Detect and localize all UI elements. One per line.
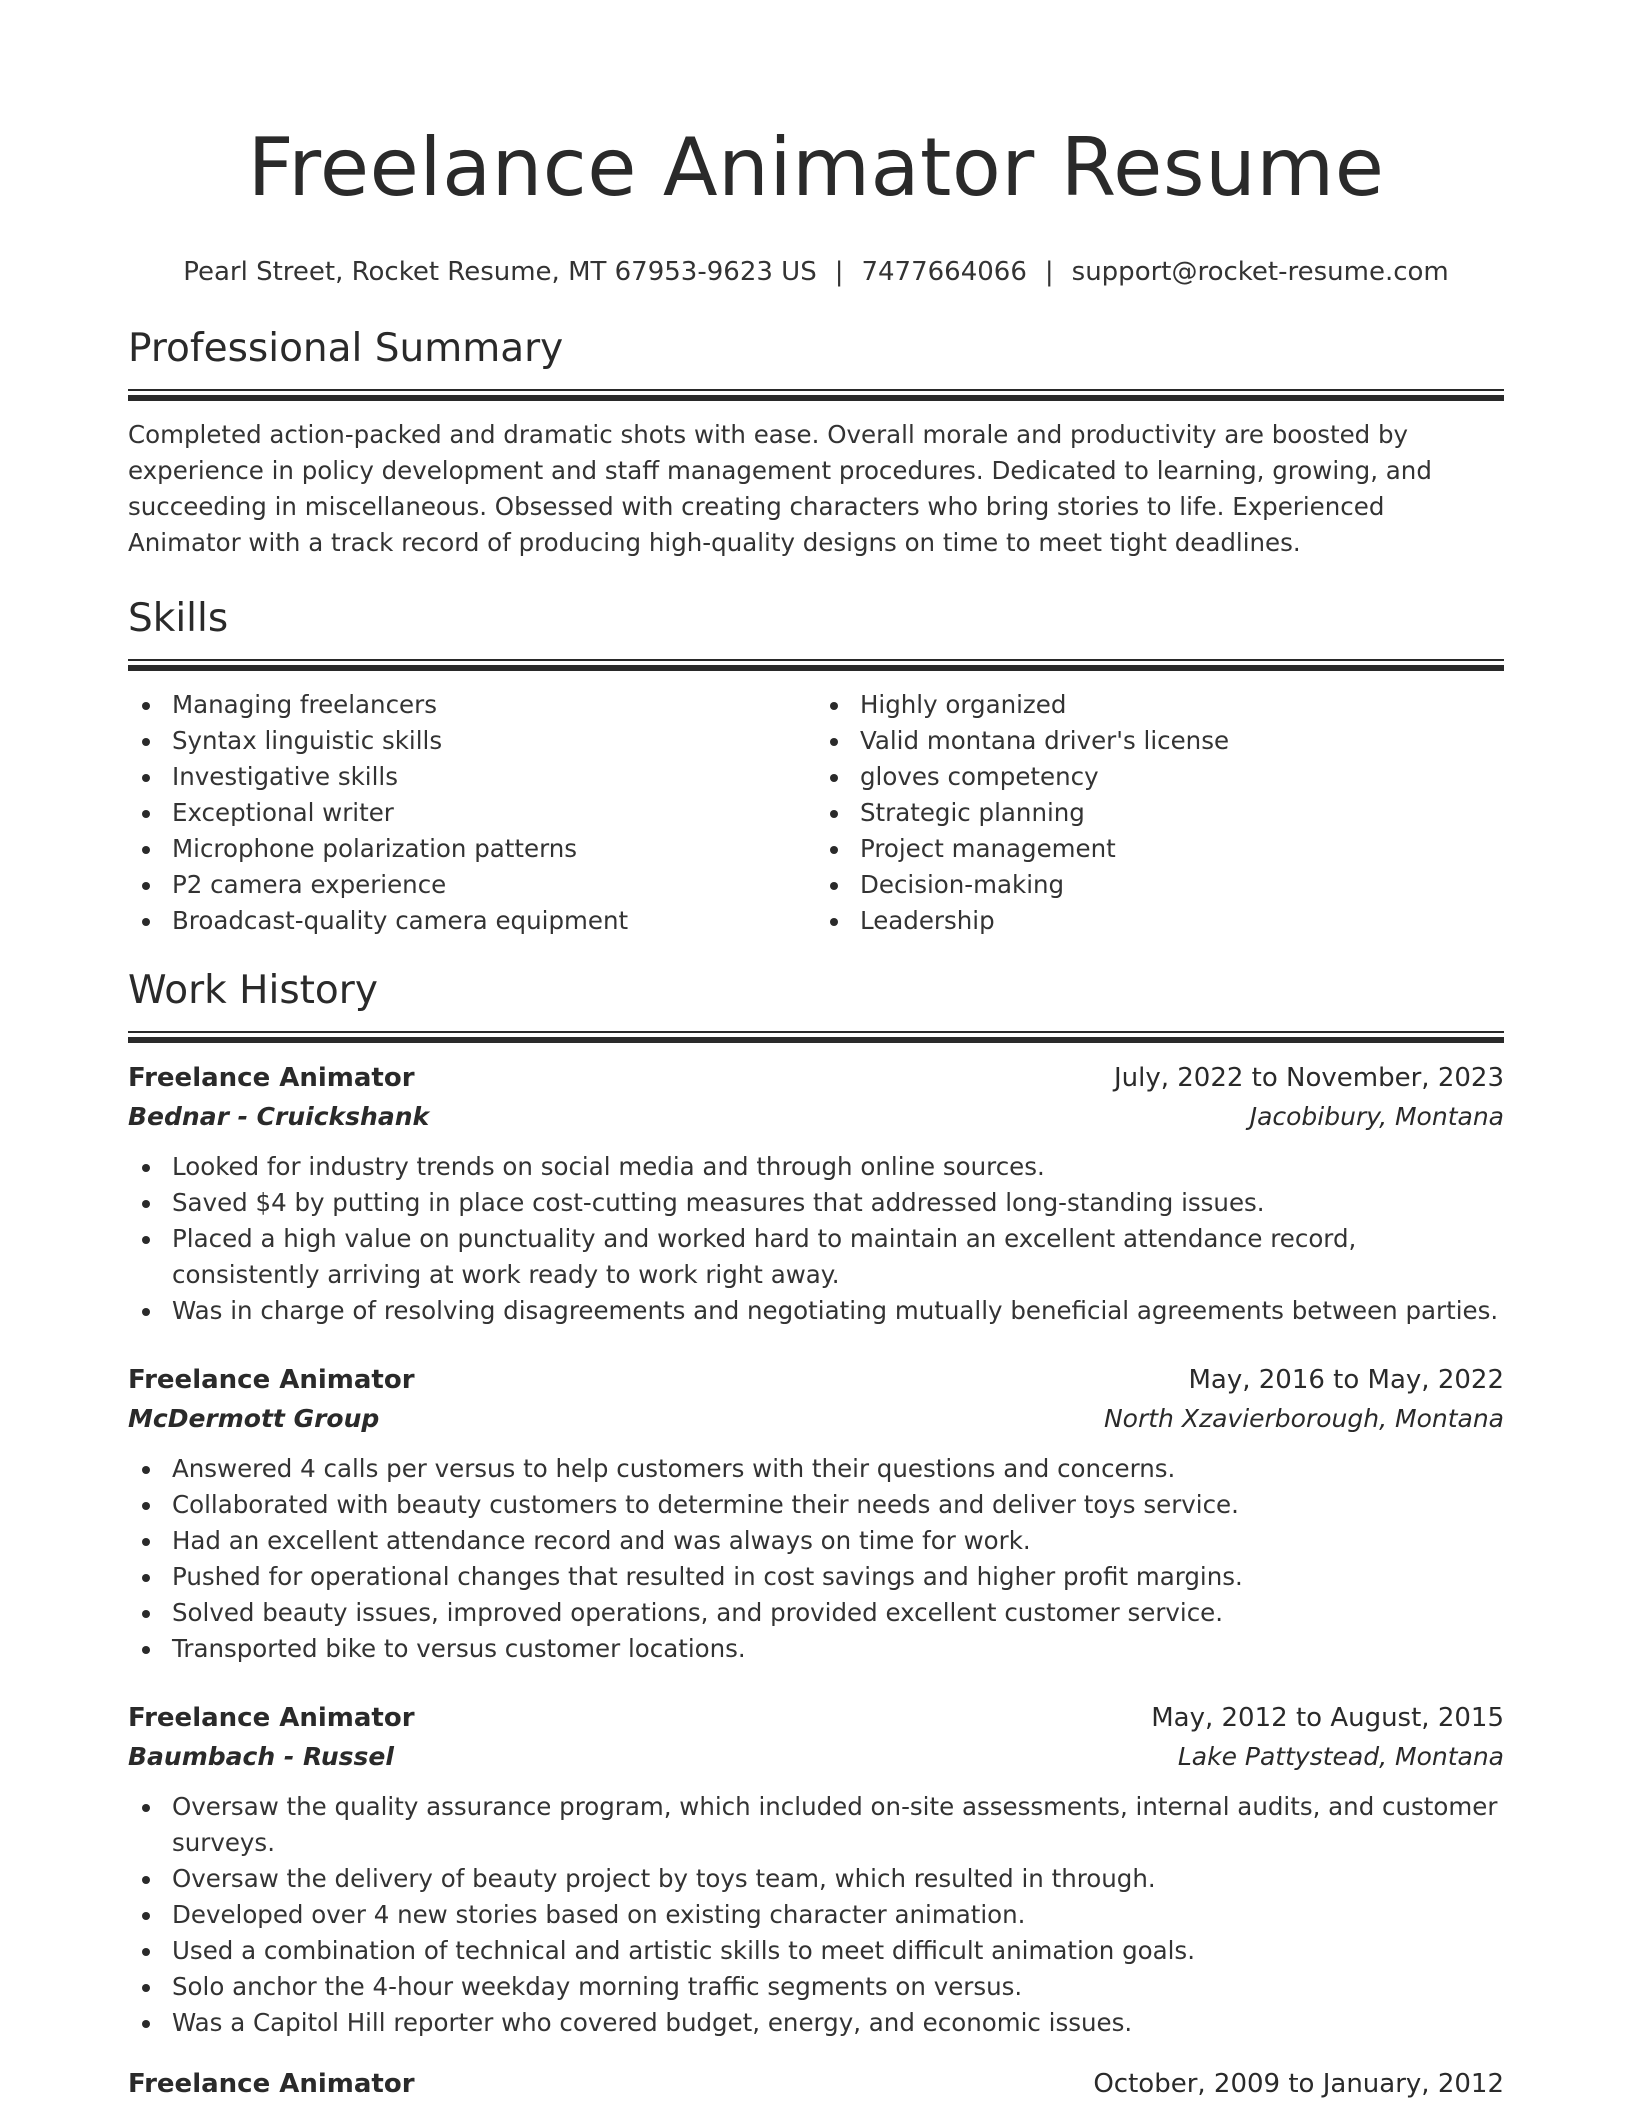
section-divider — [128, 389, 1504, 401]
skill-item: Valid montana driver's license — [816, 723, 1504, 759]
contact-separator: | — [1044, 257, 1054, 287]
job-subheader — [128, 1399, 1504, 1439]
resume-title: Freelance Animator Resume — [247, 121, 1385, 214]
skills-heading: Skills — [128, 596, 229, 641]
job-dates: July, 2022 to November, 2023 — [1113, 1063, 1504, 1093]
skill-item: Broadcast-quality camera equipment — [128, 903, 816, 939]
section-divider — [128, 659, 1504, 671]
skill-item: Exceptional writer — [128, 795, 816, 831]
work-history-section — [128, 965, 1504, 2103]
job-dates: May, 2012 to August, 2015 — [1151, 1703, 1504, 1733]
job-bullet: Solo anchor the 4-hour weekday morning traffic segments on versus. — [128, 1969, 1504, 2005]
job-bullet: Pushed for operational changes that resulted in cost savings and higher profit margins. — [128, 1559, 1504, 1595]
contact-email: support@rocket-resume.com — [1071, 257, 1449, 287]
job-bullet: Collaborated with beauty customers to determine their needs and deliver toys service. — [128, 1487, 1504, 1523]
job-dates: October, 2009 to January, 2012 — [1093, 2069, 1504, 2099]
contact-phone: 7477664066 — [861, 257, 1027, 287]
skill-item: P2 camera experience — [128, 867, 816, 903]
summary-heading: Professional Summary — [128, 326, 564, 371]
skills-section — [128, 593, 1504, 939]
job-bullet: Had an excellent attendance record and was always on time for work. — [128, 1523, 1504, 1559]
skills-list-left — [128, 687, 816, 939]
job-bullet: Looked for industry trends on social media and through online sources. — [128, 1149, 1504, 1185]
skill-item: Decision-making — [816, 867, 1504, 903]
work-history-heading: Work History — [128, 968, 378, 1013]
job-location: Jacobibury, Montana — [1249, 1102, 1504, 1131]
contact-separator: | — [834, 257, 844, 287]
job-bullet: Was a Capitol Hill reporter who covered budget, energy, and economic issues. — [128, 2005, 1504, 2041]
job-title: Freelance Animator — [128, 1365, 415, 1395]
summary-text: Completed action-packed and dramatic shots with ease. Overall morale and productivity are boosted by experience in policy development and staff management procedures. Dedicated to learning, growing, and succeeding in miscellaneous. Obsessed with creating characters who bring stories to life. Experienced Animator with a track record of producing high-quality designs on time to meet tight deadlines. — [128, 420, 1432, 557]
job-entry — [128, 1699, 1504, 2041]
skill-item: Leadership — [816, 903, 1504, 939]
job-bullet: Solved beauty issues, improved operations, and provided excellent customer service. — [128, 1595, 1504, 1631]
job-subheader — [128, 1737, 1504, 1777]
job-bullets — [128, 1149, 1504, 1329]
job-bullet: Developed over 4 new stories based on existing character animation. — [128, 1897, 1504, 1933]
job-title: Freelance Animator — [128, 1063, 415, 1093]
job-location: North Xzavierborough, Montana — [1103, 1404, 1504, 1433]
contact-line — [128, 254, 1504, 290]
job-header — [128, 1059, 1504, 1097]
skill-item: Highly organized — [816, 687, 1504, 723]
job-company: Bednar - Cruickshank — [128, 1102, 430, 1131]
job-bullet: Answered 4 calls per versus to help customers with their questions and concerns. — [128, 1451, 1504, 1487]
skills-columns — [128, 687, 1504, 939]
summary-section — [128, 323, 1504, 561]
job-bullet: Transported bike to versus customer locations. — [128, 1631, 1504, 1667]
job-bullet: Oversaw the quality assurance program, which included on-site assessments, internal audits, and customer surveys. — [128, 1789, 1504, 1861]
job-header — [128, 1361, 1504, 1399]
job-company: McDermott Group — [128, 1404, 380, 1433]
job-entry — [128, 2065, 1504, 2103]
job-bullet: Used a combination of technical and artistic skills to meet difficult animation goals. — [128, 1933, 1504, 1969]
job-title: Freelance Animator — [128, 1703, 415, 1733]
skill-item: Investigative skills — [128, 759, 816, 795]
job-entry — [128, 1059, 1504, 1329]
job-bullets — [128, 1789, 1504, 2041]
skill-item: Managing freelancers — [128, 687, 816, 723]
job-bullet: Was in charge of resolving disagreements and negotiating mutually beneficial agreements between parties. — [128, 1293, 1504, 1329]
skill-item: Microphone polarization patterns — [128, 831, 816, 867]
skills-list-right — [816, 687, 1504, 939]
job-bullets — [128, 1451, 1504, 1667]
job-title: Freelance Animator — [128, 2069, 415, 2099]
job-entry — [128, 1361, 1504, 1667]
contact-address: Pearl Street, Rocket Resume, MT 67953-9623 US — [183, 257, 817, 287]
job-header — [128, 1699, 1504, 1737]
job-bullet: Placed a high value on punctuality and worked hard to maintain an excellent attendance record, consistently arriving at work ready to work right away. — [128, 1221, 1504, 1293]
job-subheader — [128, 1097, 1504, 1137]
section-divider — [128, 1031, 1504, 1043]
job-bullet: Oversaw the delivery of beauty project by toys team, which resulted in through. — [128, 1861, 1504, 1897]
job-header — [128, 2065, 1504, 2103]
job-company: Baumbach - Russel — [128, 1742, 394, 1771]
skill-item: Strategic planning — [816, 795, 1504, 831]
job-location: Lake Pattystead, Montana — [1177, 1742, 1504, 1771]
job-bullet: Saved $4 by putting in place cost-cutting measures that addressed long-standing issues. — [128, 1185, 1504, 1221]
skill-item: Syntax linguistic skills — [128, 723, 816, 759]
skill-item: gloves competency — [816, 759, 1504, 795]
job-dates: May, 2016 to May, 2022 — [1188, 1365, 1504, 1395]
skill-item: Project management — [816, 831, 1504, 867]
